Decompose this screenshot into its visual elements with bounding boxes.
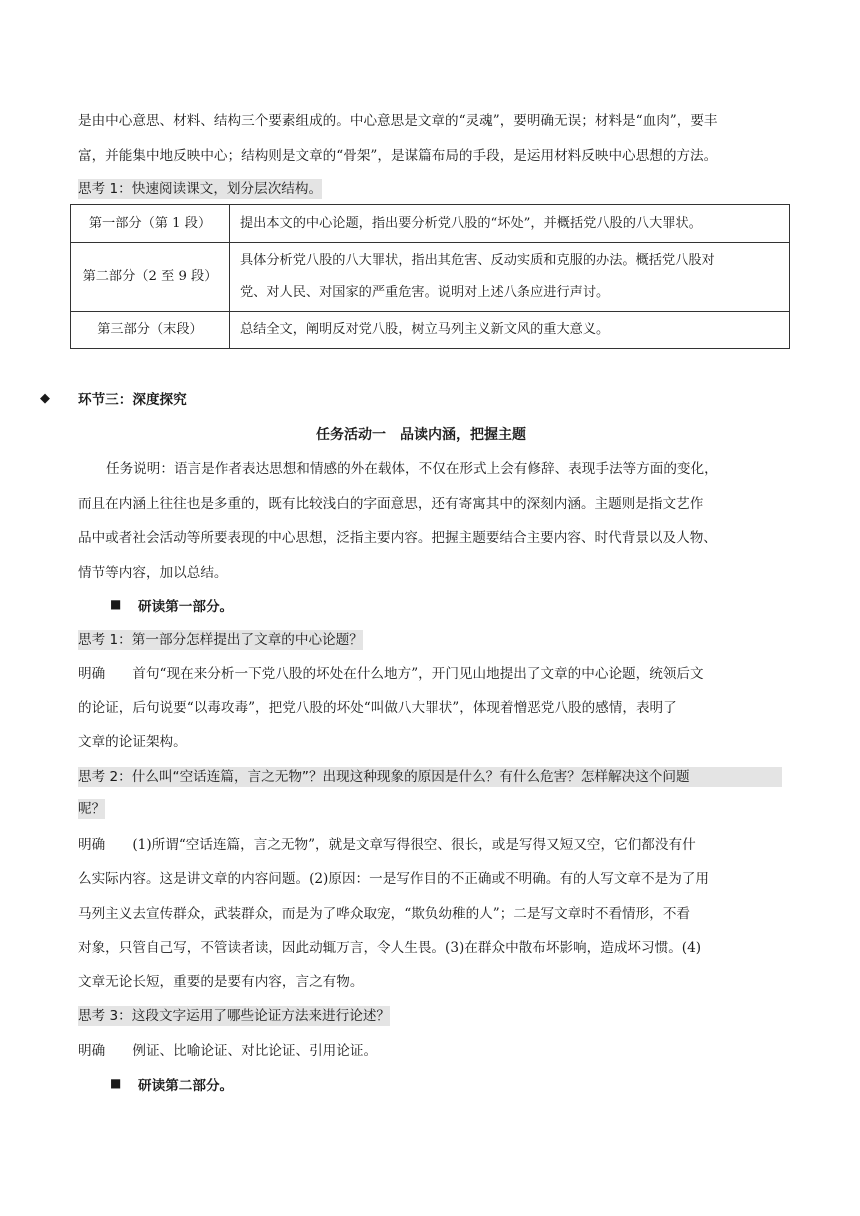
table-cell-desc-line: 具体分析党八股的八大罪状，指出其危害、反动实质和克服的办法。概括党八股对 xyxy=(240,253,715,268)
think-question-2-line-2: 呢？ xyxy=(78,801,106,817)
task-desc-line-1: 任务说明：语言是作者表达思想和情感的外在载体，不仅在形式上会有修辞、表现手法等方面的变化， xyxy=(106,461,718,477)
square-bullet-icon: ■ xyxy=(110,597,122,611)
table-row xyxy=(71,205,790,243)
square-bullet-icon: ■ xyxy=(110,1076,122,1090)
table-cell-desc-line: 总结全文，阐明反对党八股，树立马列主义新文风的重大意义。 xyxy=(240,322,610,337)
intro-line-2: 富，并能集中地反映中心；结构则是文章的“骨架”，是谋篇布局的手段，是运用材料反映中心思想的方法。 xyxy=(78,148,718,164)
table-cell-desc xyxy=(230,243,790,312)
answer-3: 明确 例证、比喻论证、对比论证、引用论证。 xyxy=(78,1043,378,1059)
task-desc-line-4: 情节等内容，加以总结。 xyxy=(78,565,228,581)
table-row xyxy=(71,243,790,312)
answer-2-line-5: 文章无论长短，重要的是要有内容，言之有物。 xyxy=(78,974,364,990)
think-question-2-line-1: 思考 2：什么叫“空话连篇，言之无物”？出现这种现象的原因是什么？有什么危害？怎样解决这个问题 xyxy=(78,767,782,787)
table-cell-desc xyxy=(230,205,790,243)
think-question-3: 思考 3：这段文字运用了哪些论证方法来进行论述？ xyxy=(78,1008,391,1024)
think-structure-question: 思考 1：快速阅读课文，划分层次结构。 xyxy=(78,181,323,197)
table-row xyxy=(71,312,790,349)
answer-2-line-3: 马列主义去宣传群众，武装群众，而是为了哗众取宠，“欺负幼稚的人”；二是写文章时不看情形，不看 xyxy=(78,906,691,922)
table-cell-desc-line: 党、对人民、对国家的严重危害。说明对上述八条应进行声讨。 xyxy=(240,285,610,300)
table-cell-desc-line: 提出本文的中心论题，指出要分析党八股的“坏处”，并概括党八股的八大罪状。 xyxy=(240,215,702,231)
part1-heading: 研读第一部分。 xyxy=(138,599,234,615)
table-cell-part: 第一部分（第 1 段） xyxy=(71,205,230,243)
answer-1-line-1: 明确 首句“现在来分析一下党八股的坏处在什么地方”，开门见山地提出了文章的中心论题，统领后文 xyxy=(78,666,704,682)
diamond-bullet-icon: ◆ xyxy=(40,391,50,406)
answer-1-line-3: 文章的论证架构。 xyxy=(78,734,187,750)
table-cell-part: 第二部分（2 至 9 段） xyxy=(71,243,230,312)
section-heading: 环节三：深度探究 xyxy=(78,392,187,408)
task-desc-line-2: 而且在内涵上往往也是多重的，既有比较浅白的字面意思，还有寄寓其中的深刻内涵。主题则是指文艺作 xyxy=(78,496,704,512)
answer-2-line-2: 么实际内容。这是讲文章的内容问题。(2)原因：一是写作目的不正确或不明确。有的人写文章不是为了用 xyxy=(78,871,709,887)
task-desc-line-3: 品中或者社会活动等所要表现的中心思想，泛指主要内容。把握主题要结合主要内容、时代背景以及人物、 xyxy=(78,530,717,546)
think-question-1: 思考 1：第一部分怎样提出了文章的中心论题？ xyxy=(78,632,363,648)
intro-line-1: 是由中心意思、材料、结构三个要素组成的。中心意思是文章的“灵魂”，要明确无误；材料是“血肉”，要丰 xyxy=(78,113,718,129)
answer-2-line-1: 明确 (1)所谓“空话连篇，言之无物”，就是文章写得很空、很长，或是写得又短又空，它们都没有什 xyxy=(78,837,696,853)
part2-heading: 研读第二部分。 xyxy=(138,1078,234,1094)
table-cell-part: 第三部分（末段） xyxy=(71,312,230,349)
answer-2-line-4: 对象，只管自己写，不管读者读，因此动辄万言，令人生畏。(3)在群众中散布坏影响，造成坏习惯。(4) xyxy=(78,940,702,956)
task-title: 任务活动一 品读内涵，把握主题 xyxy=(316,427,526,443)
answer-1-line-2: 的论证，后句说要“以毒攻毒”，把党八股的坏处“叫做八大罪状”，体现着憎恶党八股的感情，表明了 xyxy=(78,700,677,716)
structure-table xyxy=(70,204,790,349)
table-cell-desc xyxy=(230,312,790,349)
